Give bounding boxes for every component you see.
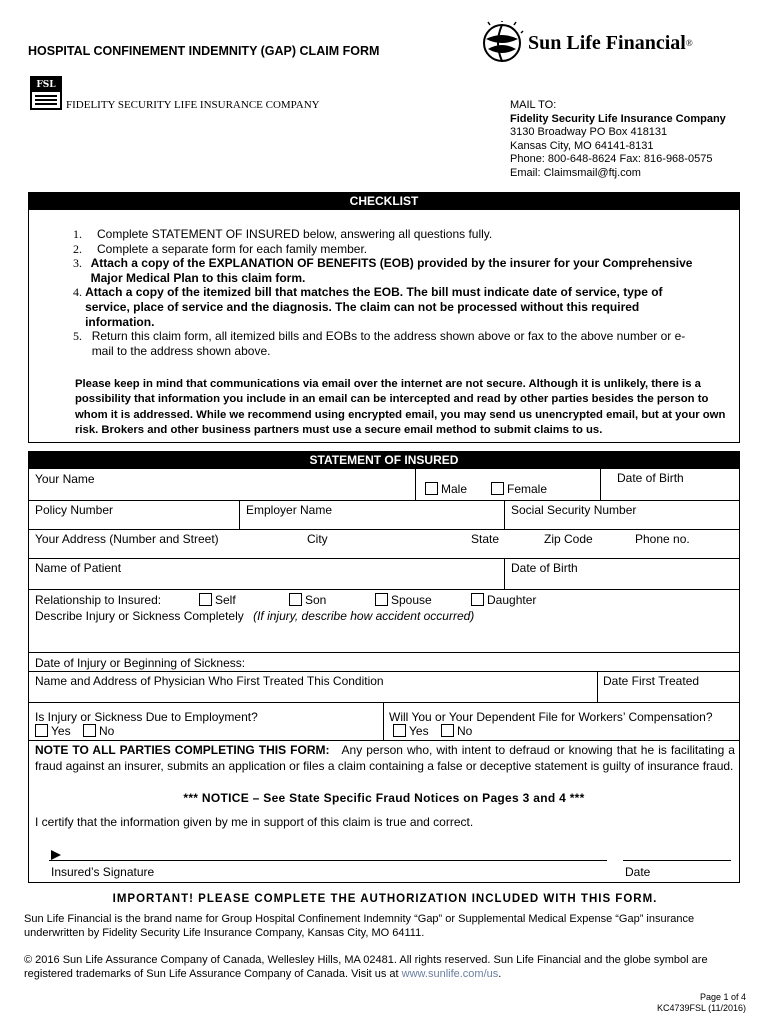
sun-life-logo bbox=[480, 18, 693, 68]
divider bbox=[29, 652, 739, 653]
son-label: Son bbox=[305, 593, 327, 607]
female-label: Female bbox=[507, 482, 548, 496]
fsl-logo-text: FSL bbox=[32, 78, 60, 92]
checklist-item-number: 2. bbox=[73, 241, 82, 256]
physician-field[interactable]: Name and Address of Physician Who First Treated This Condition bbox=[35, 674, 384, 688]
female-checkbox[interactable] bbox=[491, 482, 504, 495]
employment-yes-label: Yes bbox=[51, 724, 71, 738]
phone-field[interactable]: Phone no. bbox=[635, 532, 690, 546]
registered-mark: ® bbox=[685, 38, 693, 48]
date-of-injury-field[interactable]: Date of Injury or Beginning of Sickness: bbox=[35, 656, 246, 670]
checklist-item-number: 4. bbox=[73, 285, 82, 300]
copyright-period: . bbox=[498, 968, 502, 981]
employer-name-field[interactable]: Employer Name bbox=[246, 503, 333, 517]
divider bbox=[504, 558, 505, 590]
checklist-item-number: 5. bbox=[73, 329, 82, 344]
divider bbox=[29, 671, 739, 672]
fraud-notice: *** NOTICE – See State Specific Fraud Notices on Pages 3 and 4 *** bbox=[183, 791, 585, 805]
mail-to-phone: Phone: 800-648-8624 Fax: 816-968-0575 bbox=[510, 153, 713, 166]
checklist-items bbox=[73, 227, 693, 358]
checklist-item-text: Return this claim form, all itemized bills and EOBs to the address shown above or fax to the above number or e-mail to the address shown above. bbox=[91, 329, 686, 358]
checklist-item bbox=[73, 227, 693, 242]
checklist-item-text: Complete STATEMENT OF INSURED below, answering all questions fully. bbox=[97, 227, 493, 241]
divider bbox=[29, 558, 739, 559]
describe-injury-hint: (If injury, describe how accident occurred) bbox=[253, 609, 475, 623]
divider bbox=[29, 529, 739, 530]
page-footer bbox=[657, 992, 746, 1014]
certification-text: I certify that the information given by me in support of this claim is true and correct. bbox=[35, 815, 474, 829]
self-label: Self bbox=[215, 593, 236, 607]
checklist-item-text: Attach a copy of the itemized bill that matches the EOB. The bill must indicate date of service, type of service, place of service and the diagnosis. The claim can not be processed without this required information. bbox=[85, 285, 663, 329]
male-label: Male bbox=[441, 482, 468, 496]
form-title: HOSPITAL CONFINEMENT INDEMNITY (GAP) CLAIM FORM bbox=[28, 44, 380, 58]
divider bbox=[415, 469, 416, 501]
arrow-right-icon bbox=[51, 850, 61, 860]
your-name-field[interactable]: Your Name bbox=[35, 472, 95, 486]
daughter-checkbox[interactable] bbox=[471, 593, 484, 606]
checklist-item bbox=[73, 329, 693, 358]
mail-to-label: MAIL TO: bbox=[510, 99, 557, 111]
daughter-option[interactable] bbox=[471, 593, 536, 607]
patient-name-field[interactable]: Name of Patient bbox=[35, 561, 122, 575]
workers-comp-question: Will You or Your Dependent File for Workers’ Compensation? bbox=[389, 710, 713, 724]
divider bbox=[29, 740, 739, 741]
fraud-note bbox=[35, 743, 735, 774]
divider bbox=[504, 500, 505, 530]
male-option[interactable] bbox=[425, 482, 467, 496]
divider bbox=[600, 469, 601, 501]
checklist-item-text: Complete a separate form for each family member. bbox=[97, 241, 368, 256]
important-notice: IMPORTANT! PLEASE COMPLETE THE AUTHORIZATION INCLUDED WITH THIS FORM. bbox=[112, 893, 658, 905]
employment-no-checkbox[interactable] bbox=[83, 724, 96, 737]
checklist-item-number: 1. bbox=[73, 227, 82, 241]
form-code: KC4739FSL (11/2016) bbox=[656, 1003, 746, 1013]
divider bbox=[29, 500, 739, 501]
date-label: Date bbox=[625, 865, 651, 879]
spouse-option[interactable] bbox=[375, 593, 432, 607]
spouse-checkbox[interactable] bbox=[375, 593, 388, 606]
checklist-item-number: 3. bbox=[73, 256, 82, 271]
divider bbox=[29, 702, 739, 703]
checklist-item-text: Attach a copy of the EXPLANATION OF BENEFITS (EOB) provided by the insurer for your Comprehensive Major Medical Plan to this claim form. bbox=[90, 256, 693, 285]
date-first-treated-field[interactable]: Date First Treated bbox=[603, 674, 700, 688]
employment-yes-checkbox[interactable] bbox=[35, 724, 48, 737]
address-field[interactable]: Your Address (Number and Street) bbox=[35, 532, 219, 546]
describe-injury-field[interactable] bbox=[35, 609, 474, 623]
copyright-text: © 2016 Sun Life Assurance Company of Canada, Wellesley Hills, MA 02481. All rights reserved. Sun Life Financial and the globe symbol are registered trademarks of Sun Life Assurance Company of Canada. Visit us at bbox=[24, 954, 708, 981]
employment-no-option[interactable] bbox=[83, 724, 114, 738]
son-option[interactable] bbox=[289, 593, 326, 607]
statement-heading: STATEMENT OF INSURED bbox=[29, 452, 739, 469]
copyright-note bbox=[24, 953, 724, 982]
employment-yes-option[interactable] bbox=[35, 724, 71, 738]
son-checkbox[interactable] bbox=[289, 593, 302, 606]
mail-to-address2: Kansas City, MO 64141-8131 bbox=[510, 139, 654, 152]
workers-comp-no-checkbox[interactable] bbox=[441, 724, 454, 737]
divider bbox=[383, 702, 384, 740]
employment-question: Is Injury or Sickness Due to Employment? bbox=[35, 710, 258, 724]
ssn-field[interactable]: Social Security Number bbox=[511, 503, 637, 517]
brand-note: Sun Life Financial is the brand name for Group Hospital Confinement Indemnity “Gap” or Supplemental Medical Expense “Gap” insurance underwritten by Fidelity Security Life Insurance Company, Kansas City, MO 64111. bbox=[24, 913, 695, 940]
statement-of-insured bbox=[28, 451, 740, 883]
sunlife-link[interactable]: www.sunlife.com/us bbox=[401, 968, 499, 981]
mail-to-block bbox=[510, 99, 726, 181]
brand-name: Sun Life Financial bbox=[528, 31, 686, 54]
zip-code-field[interactable]: Zip Code bbox=[544, 532, 593, 546]
mail-to-address1: 3130 Broadway PO Box 418131 bbox=[510, 126, 668, 139]
fsl-logo-lines bbox=[35, 95, 57, 97]
divider bbox=[29, 589, 739, 590]
email-security-note: Please keep in mind that communications via email over the internet are not secure. Although it is unlikely, there is a possibility that information you include in an email can be intercepted and read by other parties besides the person to whom it is addressed. While we recommend using encrypted email, you may send us unencrypted email, but at your own risk. Brokers and other business partners must use a secure email method to submit claims to us. bbox=[75, 378, 726, 436]
checklist-box bbox=[28, 192, 740, 443]
daughter-label: Daughter bbox=[487, 593, 537, 607]
employment-no-label: No bbox=[99, 724, 115, 738]
relationship-label: Relationship to Insured: bbox=[35, 593, 162, 607]
patient-dob-field[interactable]: Date of Birth bbox=[511, 561, 578, 575]
divider bbox=[239, 500, 240, 530]
self-option[interactable] bbox=[199, 593, 236, 607]
policy-number-field[interactable]: Policy Number bbox=[35, 503, 114, 517]
fsl-logo bbox=[30, 76, 62, 110]
date-line[interactable] bbox=[623, 860, 731, 861]
male-checkbox[interactable] bbox=[425, 482, 438, 495]
checklist-item bbox=[73, 285, 693, 329]
workers-comp-yes-checkbox[interactable] bbox=[393, 724, 406, 737]
divider bbox=[597, 671, 598, 703]
workers-comp-yes-option[interactable] bbox=[393, 724, 429, 738]
company-name: FIDELITY SECURITY LIFE INSURANCE COMPANY bbox=[66, 99, 320, 111]
fraud-note-body: Any person who, with intent to defraud or knowing that he is facilitating a fraud against an insurer, submits an application or files a claim containing a false or deceptive statement is guilty of insurance fraud. bbox=[35, 743, 735, 773]
self-checkbox[interactable] bbox=[199, 593, 212, 606]
city-field[interactable]: City bbox=[307, 532, 328, 546]
checklist-item bbox=[73, 242, 693, 257]
workers-comp-no-label: No bbox=[457, 724, 473, 738]
describe-injury-label: Describe Injury or Sickness Completely bbox=[35, 609, 244, 623]
checklist-heading: CHECKLIST bbox=[29, 193, 739, 210]
checklist-item bbox=[73, 256, 693, 285]
fraud-note-label: NOTE TO ALL PARTIES COMPLETING THIS FORM: bbox=[35, 743, 330, 757]
state-field[interactable]: State bbox=[471, 532, 500, 546]
mail-to-email: Email: Claimsmail@ftj.com bbox=[510, 166, 641, 179]
mail-to-company: Fidelity Security Life Insurance Company bbox=[510, 112, 726, 125]
page-number: Page 1 of 4 bbox=[699, 992, 746, 1002]
female-option[interactable] bbox=[491, 482, 547, 496]
signature-line[interactable] bbox=[49, 860, 607, 861]
spouse-label: Spouse bbox=[391, 593, 432, 607]
date-of-birth-field[interactable]: Date of Birth bbox=[617, 471, 684, 485]
signature-label: Insured’s Signature bbox=[51, 865, 155, 879]
workers-comp-yes-label: Yes bbox=[409, 724, 429, 738]
workers-comp-no-option[interactable] bbox=[441, 724, 472, 738]
globe-icon bbox=[480, 21, 524, 65]
